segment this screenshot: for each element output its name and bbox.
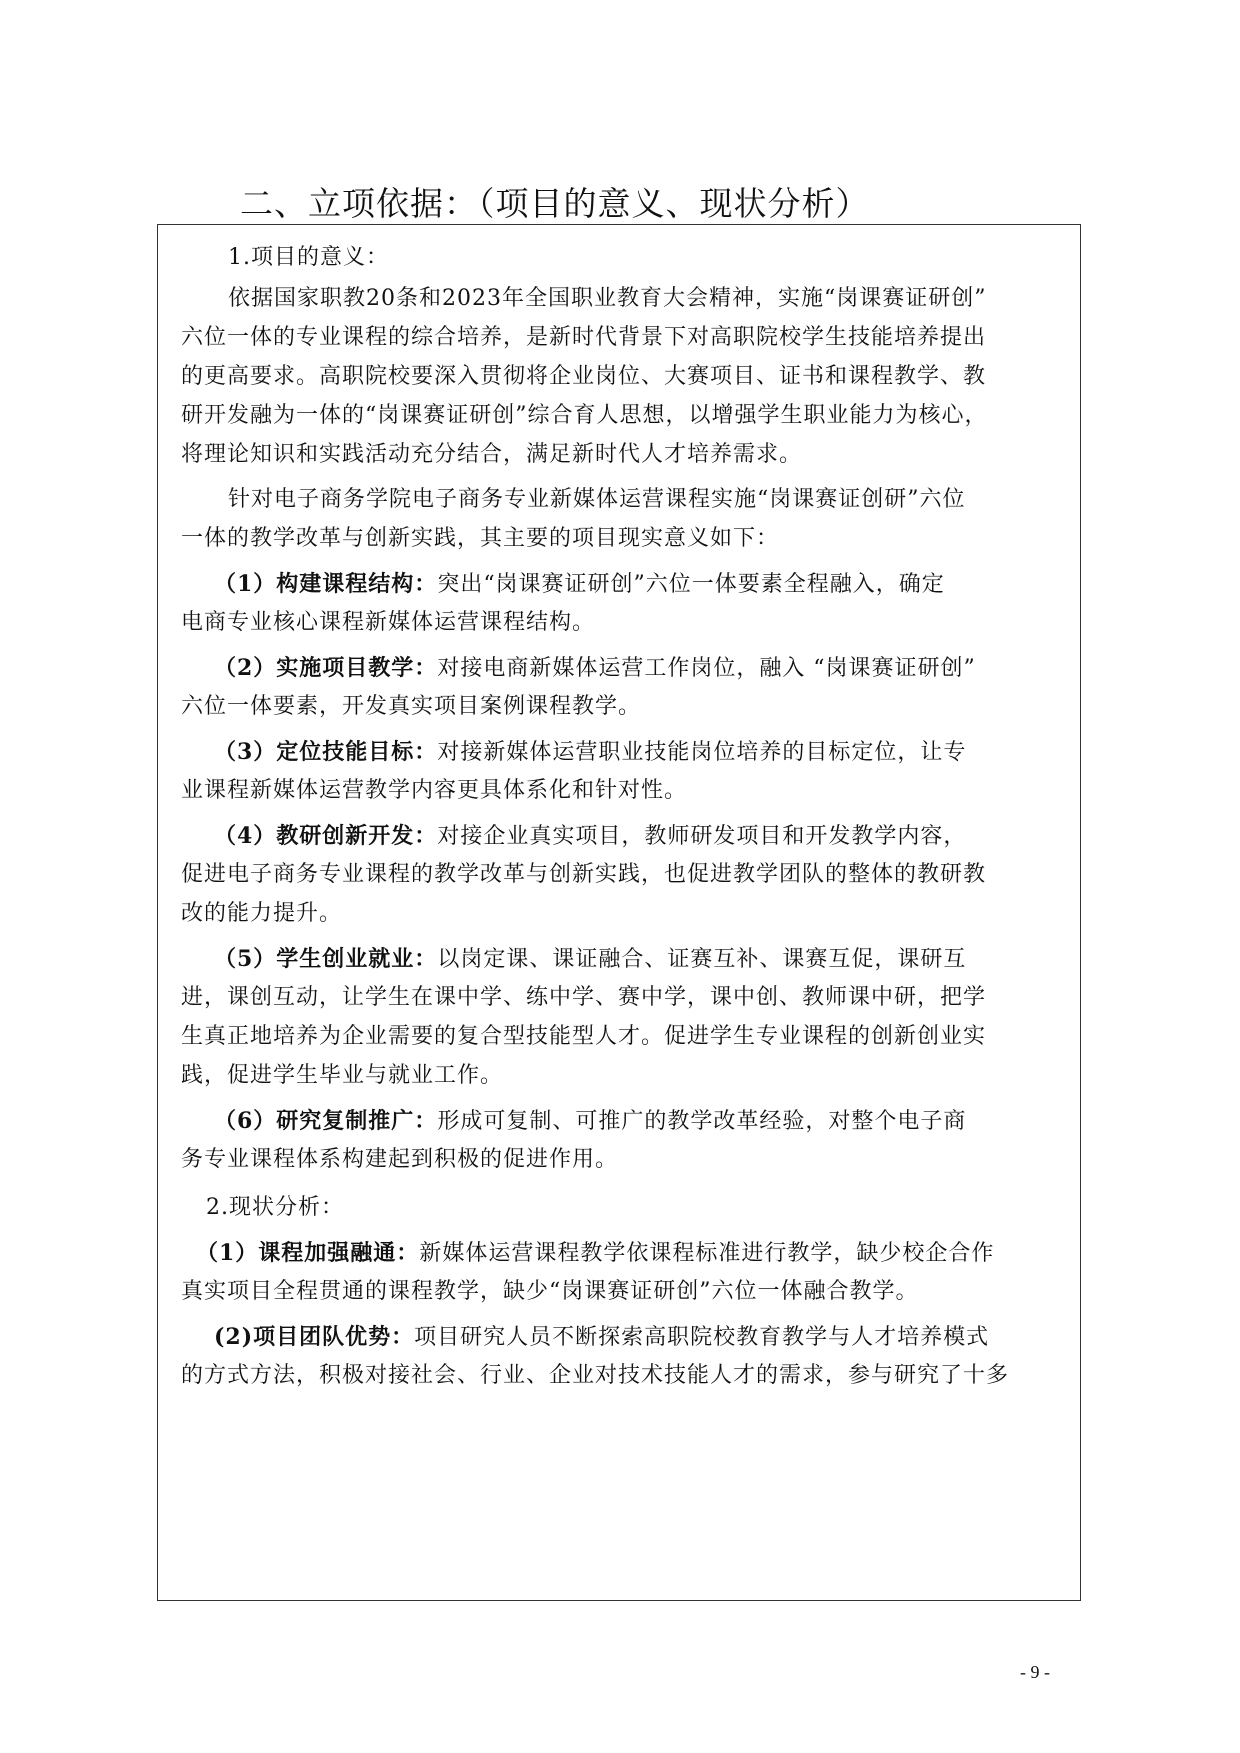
- item-label: （4）教研创新开发：: [214, 823, 438, 849]
- paragraph-line: 研开发融为一体的“岗课赛证研创”综合育人思想，以增强学生职业能力为核心，: [181, 403, 988, 428]
- item-text: 以岗定课、课证融合、证赛互补、课赛互促，课研互: [437, 947, 967, 972]
- paragraph-line: 一体的教学改革与创新实践，其主要的项目现实意义如下：: [181, 526, 780, 551]
- item-text: 对接企业真实项目，教师研发项目和开发教学内容，: [437, 824, 967, 849]
- item-text: 对接电商新媒体运营工作岗位，融入 “岗课赛证研创”: [437, 656, 976, 681]
- significance-heading: 1.项目的意义：: [228, 245, 389, 270]
- paragraph-line: 的更高要求。高职院校要深入贯彻将企业岗位、大赛项目、证书和课程教学、教: [181, 364, 987, 389]
- item-label: (2)项目团队优势：: [214, 1324, 415, 1350]
- list-item: [214, 821, 966, 852]
- item-text: 业课程新媒体运营教学内容更具体系化和针对性。: [181, 778, 688, 803]
- list-item: [214, 944, 966, 975]
- content-box: [157, 224, 1081, 1601]
- list-item: [214, 737, 966, 768]
- item-label: （1）课程加强融通：: [196, 1240, 420, 1266]
- list-item: [214, 1322, 989, 1353]
- paragraph-line: 依据国家职教20条和2023年全国职业教育大会精神，实施“岗课赛证研创”: [228, 286, 987, 311]
- status-heading: 2.现状分析：: [206, 1195, 344, 1220]
- list-item: [196, 1238, 994, 1269]
- list-item: [214, 1106, 966, 1137]
- item-text: 真实项目全程贯通的课程教学，缺少“岗课赛证研创”六位一体融合教学。: [181, 1279, 919, 1304]
- item-text: 新媒体运营课程教学依课程标准进行教学，缺少校企合作: [419, 1241, 995, 1266]
- item-text: 进，课创互动，让学生在课中学、练中学、赛中学，课中创、教师课中研，把学: [181, 985, 987, 1010]
- item-label: （1）构建课程结构：: [214, 571, 438, 597]
- item-text: 六位一体要素，开发真实项目案例课程教学。: [181, 694, 642, 719]
- list-item: [214, 653, 976, 684]
- paragraph-line: 将理论知识和实践活动充分结合，满足新时代人才培养需求。: [181, 442, 803, 467]
- item-text: 务专业课程体系构建起到积极的促进作用。: [181, 1147, 619, 1172]
- section-title: 二、立项依据：（项目的意义、现状分析）: [240, 184, 870, 223]
- paragraph-line: 针对电子商务学院电子商务专业新媒体运营课程实施“岗课赛证创研”六位: [228, 487, 966, 512]
- item-text: 生真正地培养为企业需要的复合型技能型人才。促进学生专业课程的创新创业实: [181, 1024, 987, 1049]
- item-text: 践，促进学生毕业与就业工作。: [181, 1063, 504, 1088]
- item-text: 电商专业核心课程新媒体运营课程结构。: [181, 610, 596, 635]
- item-text: 的方式方法，积极对接社会、行业、企业对技术技能人才的需求，参与研究了十多: [181, 1363, 1010, 1388]
- item-text: 突出“岗课赛证研创”六位一体要素全程融入，确定: [437, 572, 945, 597]
- item-text: 改的能力提升。: [181, 901, 343, 926]
- item-label: （3）定位技能目标：: [214, 739, 438, 765]
- item-text: 项目研究人员不断探索高职院校教育教学与人才培养模式: [414, 1325, 990, 1350]
- item-label: （6）研究复制推广：: [214, 1108, 438, 1134]
- list-item: [214, 569, 945, 600]
- page-number: - 9 -: [1020, 1662, 1050, 1682]
- item-text: 形成可复制、可推广的教学改革经验，对整个电子商: [437, 1109, 967, 1134]
- item-text: 促进电子商务专业课程的教学改革与创新实践，也促进教学团队的整体的教研教: [181, 862, 987, 887]
- item-label: （5）学生创业就业：: [214, 946, 438, 972]
- item-text: 对接新媒体运营职业技能岗位培养的目标定位，让专: [437, 740, 967, 765]
- paragraph-line: 六位一体的专业课程的综合培养，是新时代背景下对高职院校学生技能培养提出: [181, 325, 987, 350]
- item-label: （2）实施项目教学：: [214, 655, 438, 681]
